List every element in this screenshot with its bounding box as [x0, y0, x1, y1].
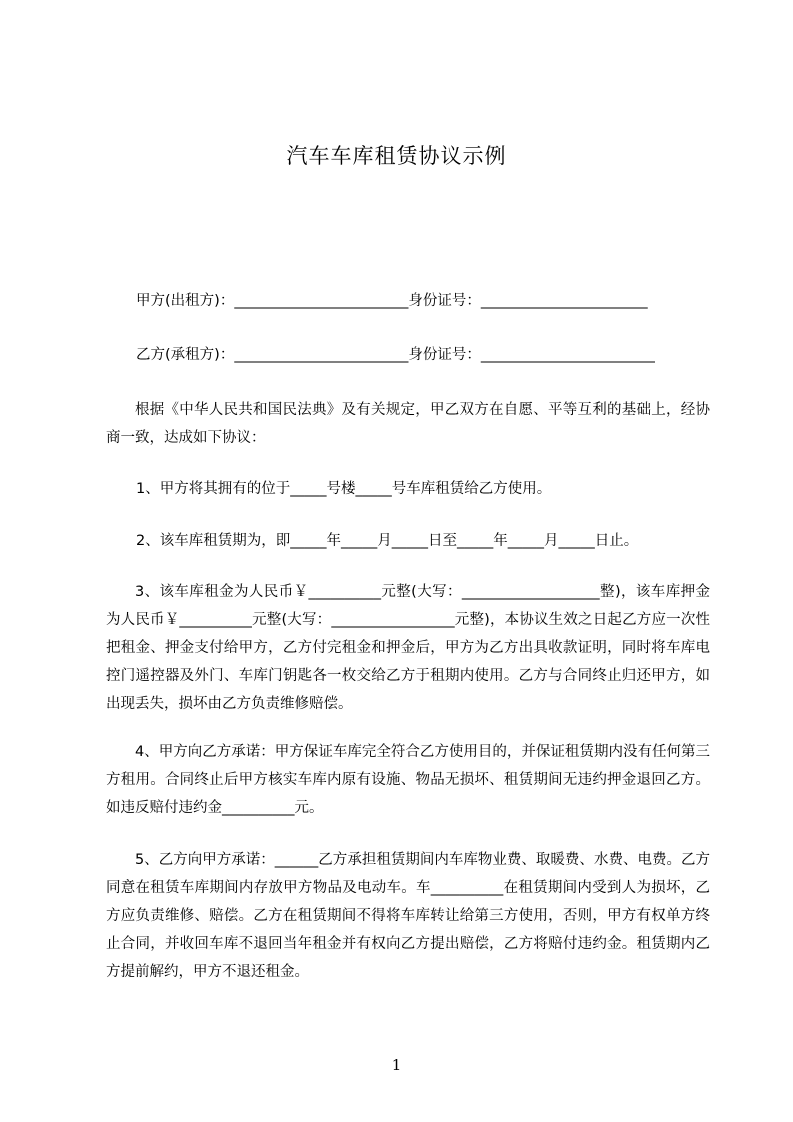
page-number: 1	[391, 1056, 402, 1074]
party-a-line: 甲方(出租方)：________________________身份证号：_______________________	[136, 293, 648, 309]
intro-paragraph: 根据《中华人民共和国民法典》及有关规定，甲乙双方在自愿、平等互利的基础上，经协商一致，达成如下协议：	[106, 402, 710, 446]
party-b-line: 乙方(承租方)：________________________身份证号：________________________	[136, 347, 655, 363]
clause-3: 3、该车库租金为人民币￥__________元整(大写：___________________整)，该车库押金为人民币￥__________元整(大写：_________________元整)，本协议生效之日起乙方应一次性把租金、押金支付给甲方，乙方付完租金和押金后，甲方为乙方出具收款证明，同时将车库电控门遥控器及外门、车库门钥匙各一枚交给乙方于租期内使用。乙方与合同终止归还甲方，如出现丢失，损坏由乙方负责维修赔偿。	[106, 584, 710, 712]
document-title: 汽车车库租赁协议示例	[286, 144, 507, 168]
clause-1: 1、甲方将其拥有的位于_____号楼_____号车库租赁给乙方使用。	[136, 481, 552, 497]
clause-2: 2、该车库租赁期为，即_____年_____月_____日至_____年_____月_____日止。	[136, 533, 639, 549]
clause-5: 5、乙方向甲方承诺：______乙方承担租赁期间内车库物业费、取暖费、水费、电费。乙方同意在租赁车库期间内存放甲方物品及电动车。车__________在租赁期间内受到人为损坏，乙方应负责维修、赔偿。乙方在租赁期间不得将车库转让给第三方使用，否则，甲方有权单方终止合同，并收回车库不退回当年租金并有权向乙方提出赔偿，乙方将赔付违约金。租赁期内乙方提前解约，甲方不退还租金。	[106, 852, 710, 980]
clause-4: 4、甲方向乙方承诺：甲方保证车库完全符合乙方使用目的，并保证租赁期内没有任何第三方租用。合同终止后甲方核实车库内原有设施、物品无损坏、租赁期间无违约押金退回乙方。如违反赔付违约金__________元。	[106, 744, 710, 816]
